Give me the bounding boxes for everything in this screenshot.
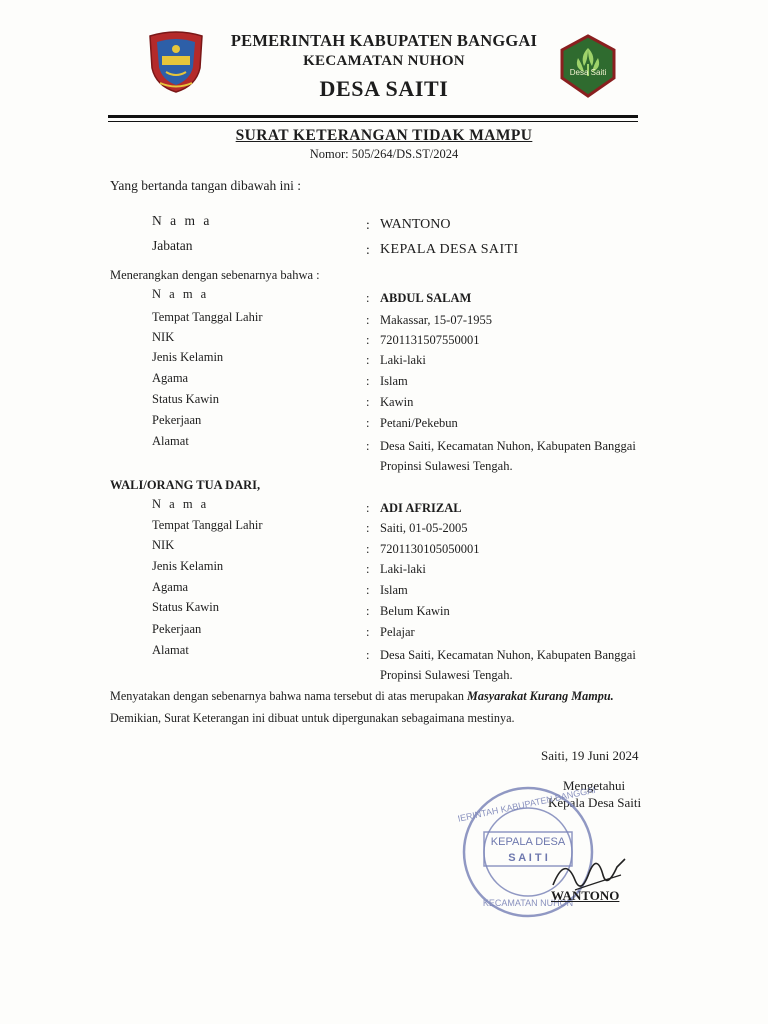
guardian-label: Tempat Tanggal Lahir (152, 518, 263, 532)
subject-value: Makassar, 15-07-1955 (380, 313, 492, 327)
guardian-label: N a m a (152, 497, 209, 511)
subject-value: Islam (380, 374, 408, 388)
signer-position: KEPALA DESA SAITI (380, 242, 519, 257)
village-heading: DESA SAITI (319, 76, 449, 101)
subject-label: NIK (152, 330, 175, 344)
guardian-address: Desa Saiti, Kecamatan Nuhon, Kabupaten Banggai (380, 648, 636, 662)
statement-text: Menerangkan dengan sebenarnya bahwa : (110, 268, 320, 282)
subject-label: Jenis Kelamin (152, 350, 224, 364)
subject-label: Agama (152, 371, 189, 385)
stamp-center-line2: S A I T I (508, 852, 548, 864)
colon: : (366, 648, 370, 662)
colon: : (366, 313, 370, 327)
subject-value: 7201131507550001 (380, 333, 480, 347)
colon: : (366, 333, 370, 347)
colon: : (366, 604, 370, 618)
colon: : (366, 562, 370, 576)
guardian-label: Status Kawin (152, 600, 220, 614)
subject-value: Petani/Pekebun (380, 416, 458, 430)
acknowledged-text: Mengetahui (563, 778, 626, 793)
colon: : (366, 583, 370, 597)
colon: : (366, 353, 370, 367)
guardian-value: Saiti, 01-05-2005 (380, 521, 468, 535)
colon: : (366, 291, 370, 305)
colon: : (366, 374, 370, 388)
header-divider-thin (108, 121, 638, 122)
subject-label: Pekerjaan (152, 413, 202, 427)
colon: : (366, 395, 370, 409)
subject-address-line2: Propinsi Sulawesi Tengah. (380, 459, 513, 473)
place-date: Saiti, 19 Juni 2024 (541, 748, 639, 763)
subject-value: ABDUL SALAM (380, 291, 472, 305)
closing-line-1: Menyatakan dengan sebenarnya bahwa nama tersebut di atas merupakan Masyarakat Kurang Mampu. (110, 689, 614, 703)
guardian-value: 7201130105050001 (380, 542, 480, 556)
document-number: Nomor: 505/264/DS.ST/2024 (309, 147, 459, 161)
subject-label: N a m a (152, 287, 209, 301)
guardian-label: NIK (152, 538, 175, 552)
guardian-address-line2: Propinsi Sulawesi Tengah. (380, 668, 513, 682)
colon: : (366, 217, 370, 232)
signer-role: Kepala Desa Saiti (548, 795, 642, 810)
colon: : (366, 625, 370, 639)
stamp-outer-bottom: KECAMATAN NUHON (482, 898, 574, 908)
guardian-label: Agama (152, 580, 189, 594)
document-title: SURAT KETERANGAN TIDAK MAMPU (235, 127, 533, 144)
guardian-value: Pelajar (380, 625, 415, 639)
colon: : (366, 521, 370, 535)
guardian-label: Jenis Kelamin (152, 559, 224, 573)
logo-caption: Desa Saiti (569, 68, 607, 77)
district-heading: KECAMATAN NUHON (303, 53, 465, 69)
guardian-value: Islam (380, 583, 408, 597)
guardian-value: Laki-laki (380, 562, 426, 576)
closing-line-2: Demikian, Surat Keterangan ini dibuat untuk dipergunakan sebagaimana mestinya. (110, 711, 515, 725)
guardian-value: Belum Kawin (380, 604, 450, 618)
subject-label: Status Kawin (152, 392, 220, 406)
stamp-center-line1: KEPALA DESA (490, 836, 566, 848)
colon: : (366, 242, 370, 257)
signer-name-label: N a m a (152, 213, 212, 228)
stamp-outer-top: PEMERINTAH KABUPATEN BANGGAI (458, 784, 597, 828)
guardian-label: Alamat (152, 643, 189, 657)
signer-position-label: Jabatan (152, 238, 193, 253)
subject-label: Tempat Tanggal Lahir (152, 310, 263, 324)
header-divider-thick (108, 115, 638, 118)
colon: : (366, 439, 370, 453)
colon: : (366, 542, 370, 556)
signer-name: WANTONO (380, 217, 451, 232)
government-heading: PEMERINTAH KABUPATEN BANGGAI (230, 31, 538, 50)
signer-signature-name: WANTONO (551, 888, 620, 903)
subject-value: Kawin (380, 395, 414, 409)
colon: : (366, 416, 370, 430)
intro-text: Yang bertanda tangan dibawah ini : (110, 178, 301, 193)
guardian-label: Pekerjaan (152, 622, 202, 636)
colon: : (366, 501, 370, 515)
subject-label: Alamat (152, 434, 189, 448)
guardian-value: ADI AFRIZAL (380, 501, 462, 515)
subject-address: Desa Saiti, Kecamatan Nuhon, Kabupaten Banggai (380, 439, 636, 453)
guardian-heading: WALI/ORANG TUA DARI, (110, 478, 261, 492)
subject-value: Laki-laki (380, 353, 426, 367)
